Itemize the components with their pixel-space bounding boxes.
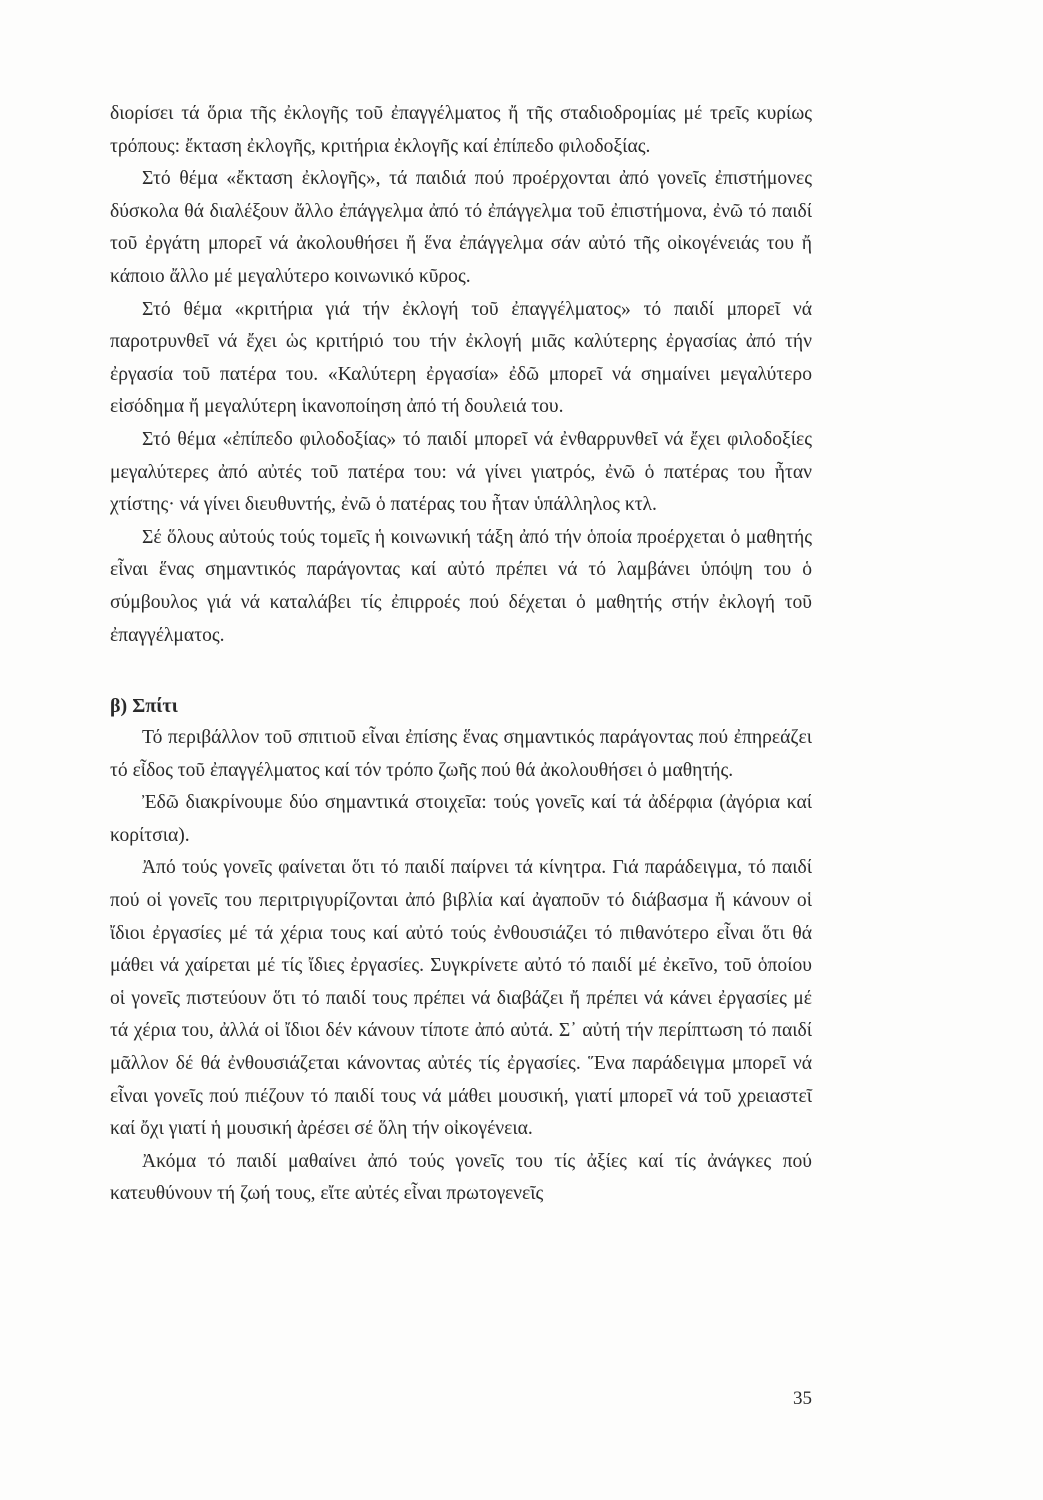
- paragraph-ambition-level: Στό θέμα «ἐπίπεδο φιλοδοξίας» τό παιδί μπορεῖ νά ἐνθαρρυνθεῖ νά ἔχει φιλοδοξίες μεγαλύτερες ἀπό αὐτές τοῦ πατέρα του: νά γίνει γιατρός, ἐνῶ ὁ πατέρας του ἦταν χτίστης· νά γίνει διευθυντής, ἐνῶ ὁ πατέρας του ἦταν ὑπάλληλος κτλ.: [110, 428, 812, 516]
- paragraph-parents-motivation: Ἀπό τούς γονεῖς φαίνεται ὅτι τό παιδί παίρνει τά κίνητρα. Γιά παράδειγμα, τό παιδί πού οἱ γονεῖς του περιτριγυρίζονται ἀπό βιβλία καί ἀγαποῦν τό διάβασμα ἤ κάνουν οἱ ἴδιοι ἐργασίες μέ τά χέρια τους καί αὐτό τούς ἐνθουσιάζει τό πιθανότερο εἶναι ὅτι θά μάθει νά χαίρεται μέ τίς ἴδιες ἐργασίες. Συγκρίνετε αὐτό τό παιδί μέ ἐκεῖνο, τοῦ ὁποίου οἱ γονεῖς πιστεύουν ὅτι τό παιδί τους πρέπει νά διαβάζει ἤ πρέπει νά κάνει ἐργασίες μέ τά χέρια του, ἀλλά οἱ ἴδιοι δέν κάνουν τίποτε ἀπό αὐτά. Σ᾿ αὐτή τήν περίπτωση τό παιδί μᾶλλον δέ θά ἐνθουσιάζεται κάνοντας αὐτές τίς ἐργασίες. Ἕνα παράδειγμα μπορεῖ νά εἶναι γονεῖς πού πιέζουν τό παιδί τους νά μάθει μουσική, γιατί μπορεῖ νά τοῦ χρειαστεῖ καί ὄχι γιατί ἡ μουσική ἀρέσει σέ ὅλη τήν οἰκογένεια.: [110, 857, 812, 1140]
- body-text: [110, 98, 812, 1211]
- paragraph-parents-siblings: Ἐδῶ διακρίνουμε δύο σημαντικά στοιχεῖα: τούς γονεῖς καί τά ἀδέρφια (ἀγόρια καί κορίτσια).: [110, 792, 812, 846]
- paragraph-scope-of-choice: Στό θέμα «ἔκταση ἐκλογῆς», τά παιδιά πού προέρχονται ἀπό γονεῖς ἐπιστήμονες δύσκολα θά διαλέξουν ἄλλο ἐπάγγελμα ἀπό τό ἐπάγγελμα τοῦ ἐπιστήμονα, ἐνῶ τό παιδί τοῦ ἐργάτη μπορεῖ νά ἀκολουθήσει ἤ ἕνα ἐπάγγελμα σάν αὐτό τῆς οἰκογένειάς του ἤ κάποιο ἄλλο μέ μεγαλύτερο κοινωνικό κῦρος.: [110, 168, 812, 287]
- paragraph-choice-criteria: Στό θέμα «κριτήρια γιά τήν ἐκλογή τοῦ ἐπαγγέλματος» τό παιδί μπορεῖ νά παροτρυνθεῖ νά ἔχει ὡς κριτήριό του τήν ἐκλογή μιᾶς καλύτερης ἐργασίας ἀπό τήν ἐργασία τοῦ πατέρα του. «Καλύτερη ἐργασία» ἐδῶ μπορεῖ νά σημαίνει μεγαλύτερο εἰσόδημα ἤ μεγαλύτερη ἱκανοποίηση ἀπό τή δουλειά του.: [110, 298, 812, 418]
- section-heading-home: β) Σπίτι: [110, 695, 178, 718]
- paragraph-home-environment: Τό περιβάλλον τοῦ σπιτιοῦ εἶναι ἐπίσης ἕνας σημαντικός παράγοντας πού ἐπηρεάζει τό εἶδος τοῦ ἐπαγγέλματος καί τόν τρόπο ζωῆς πού θά ἀκολουθήσει ὁ μαθητής.: [110, 727, 812, 781]
- paragraph-continued: διορίσει τά ὅρια τῆς ἐκλογῆς τοῦ ἐπαγγέλματος ἤ τῆς σταδιοδρομίας μέ τρεῖς κυρίως τρόπους: ἔκταση ἐκλογῆς, κριτήρια ἐκλογῆς καί ἐπίπεδο φιλοδοξίας.: [110, 103, 812, 157]
- paragraph-values-needs: Ἀκόμα τό παιδί μαθαίνει ἀπό τούς γονεῖς του τίς ἀξίες καί τίς ἀνάγκες πού κατευθύνουν τή ζωή τους, εἴτε αὐτές εἶναι πρωτογενεῖς: [110, 1150, 812, 1205]
- paragraph-social-class: Σέ ὅλους αὐτούς τούς τομεῖς ἡ κοινωνική τάξη ἀπό τήν ὁποία προέρχεται ὁ μαθητής εἶναι ἕνας σημαντικός παράγοντας καί αὐτό πρέπει νά τό λαμβάνει ὑπόψη του ὁ σύμβουλος γιά νά καταλάβει τίς ἐπιρροές πού δέχεται ὁ μαθητής στήν ἐκλογή τοῦ ἐπαγγέλματος.: [110, 526, 812, 646]
- page-number: 35: [793, 1388, 812, 1409]
